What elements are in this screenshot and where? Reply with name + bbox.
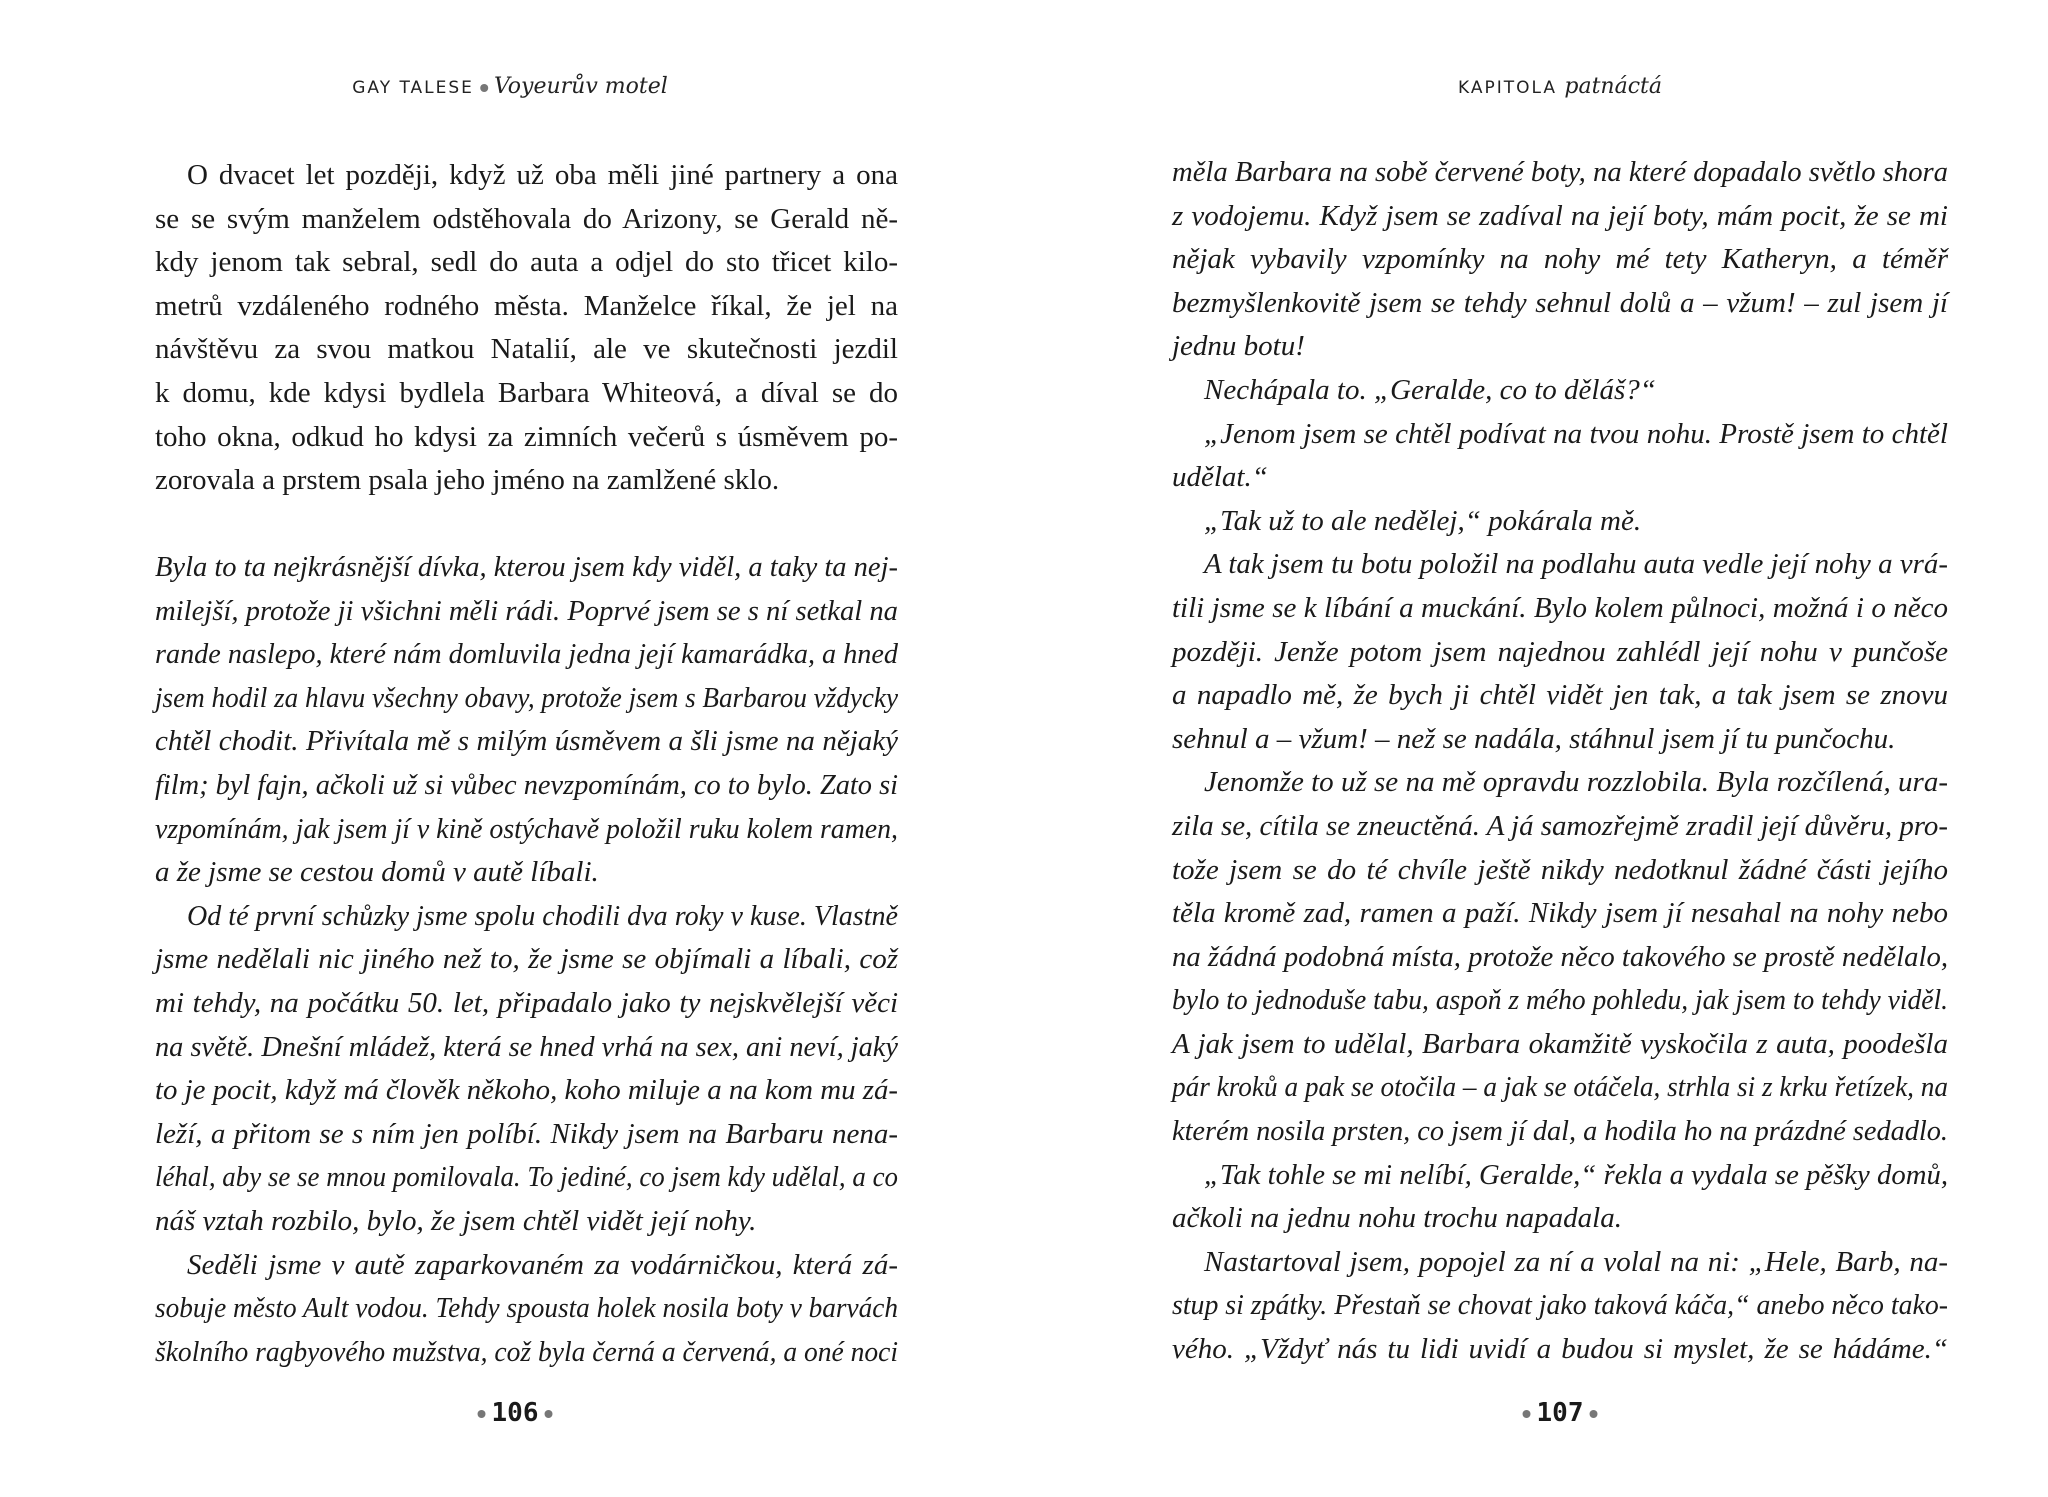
text-line-content: film; byl fajn, ačkoli už si vůbec nevzpomínám, co to bylo. Zato si	[155, 768, 898, 801]
text-line	[155, 372, 898, 416]
text-line	[155, 851, 898, 895]
text-line-content: udělat.“	[1172, 461, 1268, 494]
text-line-content: to je pocit, když má člověk někoho, koho miluje a na kom mu zá-	[155, 1074, 898, 1107]
text-line-content: měla Barbara na sobě červené boty, na které dopadalo světlo shora	[1172, 156, 1948, 188]
text-line-content: pár kroků a pak se otočila – a jak se otáčela, strhla si z krku řetízek, na	[1172, 1071, 1948, 1104]
text-line-content: na světě. Dnešní mládež, která se hned vrhá na sex, ani neví, jaký	[155, 1030, 898, 1063]
text-line	[1172, 1328, 1948, 1372]
text-line	[1172, 369, 1948, 413]
text-line	[1172, 543, 1948, 587]
text-line-content: jednu botu!	[1172, 330, 1305, 363]
text-line	[155, 285, 898, 329]
left-page-body-roman	[155, 154, 898, 503]
text-line-content: zila se, cítila se zneuctěná. A já samozřejmě zradil její důvěru, pro-	[1172, 809, 1948, 842]
left-page-body-italic	[155, 546, 898, 1374]
text-line	[155, 546, 898, 590]
bullet-icon	[1589, 1410, 1597, 1418]
header-author: GAY TALESE	[352, 78, 474, 98]
text-line-content: Jenomže to už se na mě opravdu rozzlobila. Byla rozčílená, ura-	[1204, 766, 1948, 799]
text-line	[155, 720, 898, 764]
text-line-content: A jak jsem to udělal, Barbara okamžitě vyskočila z auta, poodešla	[1172, 1027, 1948, 1060]
text-line	[1172, 413, 1948, 457]
text-line-content: bylo to jednoduše tabu, aspoň z mého pohledu, jak jsem to tehdy viděl.	[1172, 984, 1948, 1017]
text-line	[155, 938, 898, 982]
text-line-content: jsme nedělali nic jiného než to, že jsme se objímali a líbali, což	[155, 943, 898, 976]
text-line-content: vého. „Vždyť nás tu lidi uvidí a budou si myslet, že se hádáme.“	[1172, 1333, 1948, 1366]
text-line-content: a napadlo mě, že bych ji chtěl vidět jen tak, a tak jsem se znovu	[1172, 679, 1948, 712]
text-line-content: Nastartoval jsem, popojel za ní a volal na ni: „Hele, Barb, na-	[1204, 1245, 1948, 1278]
bullet-icon	[478, 1410, 486, 1418]
text-line-content: zorovala a prstem psala jeho jméno na zamlžené sklo.	[155, 464, 780, 497]
text-line	[1172, 238, 1948, 282]
text-line-content: stup si zpátky. Přestaň se chovat jako taková káča,“ anebo něco tako-	[1172, 1289, 1948, 1322]
text-line	[155, 1244, 898, 1288]
page-number-left	[472, 1398, 559, 1428]
text-line-content: Byla to ta nejkrásnější dívka, kterou jsem kdy viděl, a taky ta nej-	[155, 551, 898, 583]
text-line	[155, 1113, 898, 1157]
text-line-content: tili jsme se k líbání a muckání. Bylo kolem půlnoci, možná i o něco	[1172, 591, 1948, 624]
text-line	[155, 1287, 898, 1331]
text-line-content: vzpomínám, jak jsem jí v kině ostýchavě položil ruku kolem ramen,	[155, 812, 898, 845]
text-line-content: sobuje město Ault vodou. Tehdy spousta holek nosila boty v barvách	[155, 1292, 898, 1325]
text-line	[1172, 761, 1948, 805]
text-line-content: bezmyšlenkovitě jsem se tehdy sehnul dolů a – vžum! – zul jsem jí	[1172, 286, 1948, 319]
text-line-content: Nechápala to. „Geralde, co to děláš?“	[1204, 373, 1656, 406]
text-line	[1172, 1241, 1948, 1285]
text-line	[155, 459, 898, 503]
text-line-content: na žádná podobná místa, protože něco takového se prostě nedělalo,	[1172, 940, 1948, 973]
text-line-content: „Tak tohle se mi nelíbí, Geralde,“ řekla a vydala se pěšky domů,	[1204, 1158, 1948, 1191]
text-line-content: školního ragbyového mužstva, což byla černá a červená, a oné noci	[155, 1335, 898, 1368]
text-line-content: rande naslepo, které nám domluvila jedna její kamarádka, a hned	[155, 638, 898, 671]
text-line-content: O dvacet let později, když už oba měli jiné partnery a ona	[187, 159, 898, 191]
text-line-content: milejší, protože ji všichni měli rádi. Poprvé jsem se s ní setkal na	[155, 594, 898, 627]
text-line	[1172, 195, 1948, 239]
text-line-content: leží, a přitom se s ním jen políbí. Nikdy jsem na Barbaru nena-	[155, 1117, 898, 1150]
running-header-left	[352, 74, 668, 99]
header-chapter-name: patnáctá	[1564, 74, 1662, 99]
text-line-content: k domu, kde kdysi bydlela Barbara Whiteová, a díval se do	[155, 376, 898, 409]
text-line-content: nějak vybavily vzpomínky na nohy mé tety Katheryn, a téměř	[1172, 243, 1948, 276]
right-page-body-italic	[1172, 151, 1948, 1372]
text-line	[1172, 456, 1948, 500]
text-line	[155, 328, 898, 372]
text-line-content: a že jsme se cestou domů v autě líbali.	[155, 856, 599, 889]
text-line-content: A tak jsem tu botu položil na podlahu auta vedle její nohy a vrá-	[1204, 548, 1948, 581]
header-book-title: Voyeurův motel	[493, 74, 668, 99]
text-line	[1172, 892, 1948, 936]
text-line-content: Od té první schůzky jsme spolu chodili dva roky v kuse. Vlastně	[187, 899, 898, 932]
text-line	[155, 677, 898, 721]
text-line-content: „Tak už to ale nedělej,“ pokárala mě.	[1204, 504, 1642, 537]
text-line-content: náš vztah rozbilo, bylo, že jsem chtěl vidět její nohy.	[155, 1204, 757, 1237]
text-line	[155, 1156, 898, 1200]
text-line-content: tože jsem se do té chvíle ještě nikdy nedotknul žádné části jejího	[1172, 853, 1948, 886]
text-line-content: chtěl chodit. Přivítala mě s milým úsměvem a šli jsme na nějaký	[155, 725, 898, 758]
text-line	[1172, 151, 1948, 195]
text-line	[1172, 1154, 1948, 1198]
text-line	[1172, 1284, 1948, 1328]
text-line	[1172, 1197, 1948, 1241]
text-line-content: mi tehdy, na počátku 50. let, připadalo jako ty nejskvělejší věci	[155, 986, 898, 1019]
text-line	[1172, 1023, 1948, 1067]
text-line	[1172, 979, 1948, 1023]
text-line	[155, 1026, 898, 1070]
text-line	[155, 1200, 898, 1244]
text-line-content: metrů vzdáleného rodného města. Manželce říkal, že jel na	[155, 289, 898, 322]
text-line-content: ačkoli na jednu nohu trochu napadala.	[1172, 1202, 1622, 1235]
text-line-content: později. Jenže potom jsem najednou zahlédl její nohu v punčoše	[1172, 635, 1948, 668]
text-line	[1172, 1110, 1948, 1154]
text-line-content: „Jenom jsem se chtěl podívat na tvou nohu. Prostě jsem to chtěl	[1204, 417, 1948, 450]
page-number-left-value: 106	[491, 1398, 539, 1428]
text-line-content: Seděli jsme v autě zaparkovaném za vodárničkou, která zá-	[187, 1248, 898, 1281]
text-line	[155, 1069, 898, 1113]
text-line-content: kterém nosila prsten, co jsem jí dal, a hodila ho na prázdné sedadlo.	[1172, 1115, 1948, 1148]
bullet-icon	[1523, 1410, 1531, 1418]
text-line	[1172, 325, 1948, 369]
text-line	[1172, 500, 1948, 544]
text-line	[1172, 936, 1948, 980]
text-line	[155, 590, 898, 634]
text-line	[1172, 1066, 1948, 1110]
text-line	[1172, 718, 1948, 762]
text-line	[155, 198, 898, 242]
bullet-separator-icon	[480, 84, 488, 92]
running-header-right	[1458, 74, 1662, 99]
text-line	[1172, 849, 1948, 893]
text-line-content: léhal, aby se se mnou pomilovala. To jediné, co jsem kdy udělal, a co	[155, 1161, 898, 1194]
text-line	[1172, 282, 1948, 326]
text-line-content: kdy jenom tak sebral, sedl do auta a odjel do sto třicet kilo-	[155, 246, 898, 279]
text-line-content: sehnul a – vžum! – než se nadála, stáhnul jsem jí tu punčochu.	[1172, 722, 1896, 755]
text-line	[1172, 587, 1948, 631]
text-line-content: se se svým manželem odstěhovala do Arizony, se Gerald ně-	[155, 202, 898, 235]
text-line	[1172, 674, 1948, 718]
text-line	[155, 982, 898, 1026]
text-line	[1172, 805, 1948, 849]
text-line	[155, 416, 898, 460]
text-line	[155, 241, 898, 285]
text-line	[155, 764, 898, 808]
header-chapter-label: KAPITOLA	[1458, 78, 1558, 98]
page-number-right-value: 107	[1536, 1398, 1584, 1428]
text-line	[1172, 631, 1948, 675]
text-line-content: jsem hodil za hlavu všechny obavy, protože jsem s Barbarou vždycky	[155, 681, 898, 714]
bullet-icon	[544, 1410, 552, 1418]
text-line	[155, 154, 898, 198]
text-line-content: návštěvu za svou matkou Natalií, ale ve skutečnosti jezdil	[155, 333, 898, 366]
page-number-right	[1517, 1398, 1604, 1428]
text-line-content: toho okna, odkud ho kdysi za zimních večerů s úsměvem po-	[155, 420, 898, 453]
text-line-content: z vodojemu. Když jsem se zadíval na její boty, mám pocit, že se mi	[1172, 199, 1948, 232]
text-line	[155, 1331, 898, 1375]
text-line	[155, 895, 898, 939]
text-line	[155, 633, 898, 677]
text-line	[155, 808, 898, 852]
text-line-content: těla kromě zad, ramen a paží. Nikdy jsem jí nesahal na nohy nebo	[1172, 897, 1948, 930]
